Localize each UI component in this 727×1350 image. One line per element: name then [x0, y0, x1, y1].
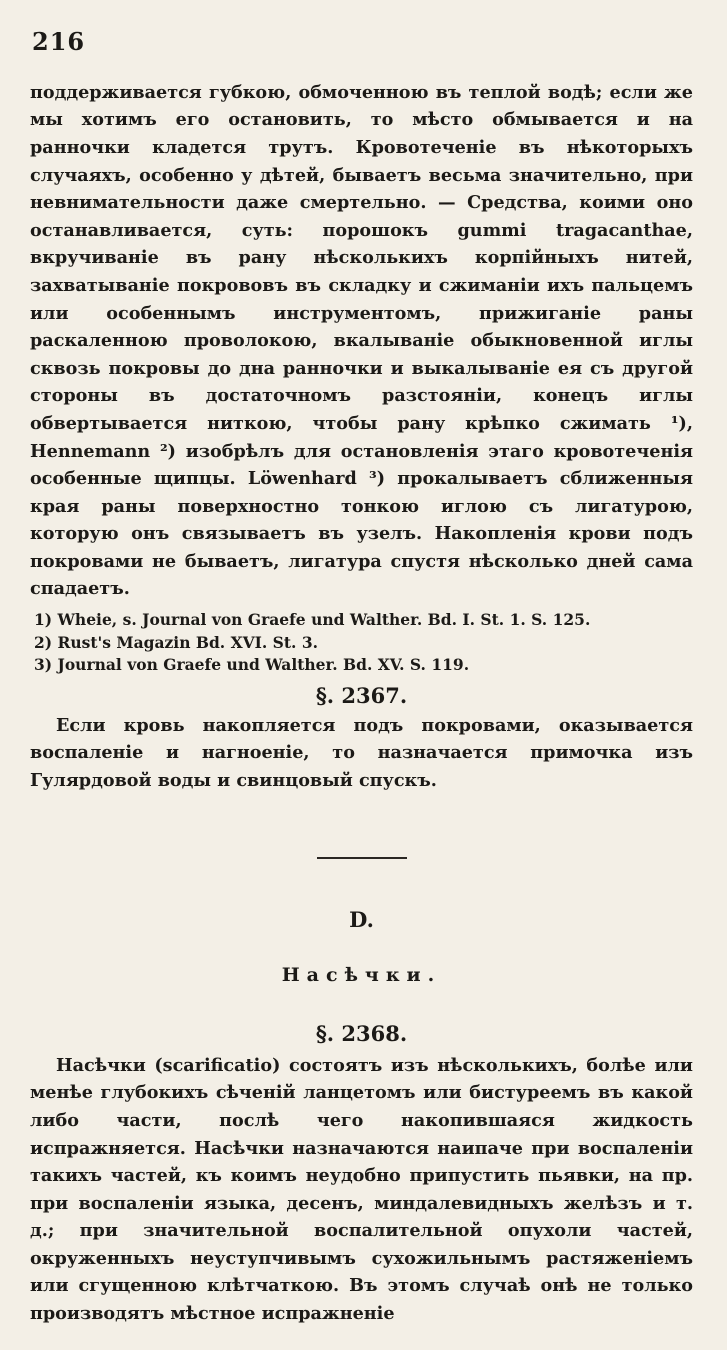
- footnotes: [30, 609, 693, 677]
- section-number-2368: §. 2368.: [315, 1020, 408, 1046]
- footnote-1: 1) Wheie, s. Journal von Graefe und Walther. Bd. I. St. 1. S. 125.: [34, 610, 591, 630]
- footnote-2: 2) Rust's Magazin Bd. XVI. St. 3.: [34, 632, 319, 652]
- paragraph-blood-accumulation: Если кровь накопляется подъ покровами, оказывается воспаленіе и нагноеніе, то назначается примочка изъ Гулярдовой воды и свинцовый спускъ.: [30, 714, 693, 791]
- footnote-3: 3) Journal von Graefe und Walther. Bd. XV. S. 119.: [34, 655, 470, 675]
- paragraph-bleeding-treatment: поддерживается губкою, обмоченною въ теплой водѣ; если же мы хотимъ его остановить, то мѣсто обмывается и на ранночки кладется трутъ. Кровотеченіе въ нѣкоторыхъ случаяхъ, особенно у дѣтей, бываетъ весьма значительно, при невнимательности даже смертельно. — Средства, коими оно останавливается, суть: порошокъ gummi tragacanthae, вкручиваніе въ рану нѣсколькихъ корпійныхъ нитей, захватываніе покрововъ въ складку и сжиманіи ихъ пальцемъ или особеннымъ инструментомъ, прижиганіе раны раскаленною проволокою, вкалываніе обыкновенной иглы сквозь покровы до дна ранночки и выкалываніе ея съ другой стороны въ достаточномъ разстояніи, конецъ иглы обвертывается ниткою, чтобы рану крѣпко сжимать ¹), Hennemann ²) изобрѣлъ для остановленія этаго кровотеченія особенные щипцы. Löwenhard ³) прокалываетъ сближенныя края раны поверхностно тонкою иглою съ лигатурою, которую онъ связываетъ въ узелъ. Накопленія крови подъ покровами не бываетъ, лигатура спустя нѣсколько дней сама спадаетъ.: [30, 81, 693, 600]
- section-number-2367: §. 2367.: [315, 682, 408, 708]
- chapter-heading: Насѣчки.: [281, 963, 442, 986]
- page-number: 216: [32, 27, 86, 56]
- paragraph-scarification: Насѣчки (scarificatio) состоятъ изъ нѣсколькихъ, болѣе или менѣе глубокихъ сѣченій ланцетомъ или бистуреемъ въ какой либо части, послѣ чего накопившаяся жидкость испражняется. Насѣчки назначаются наипаче при воспаленіи такихъ частей, къ коимъ неудобно припустить пьявки, на пр. при воспаленіи языка, десенъ, миндалевидныхъ желѣзъ и т. д.; при значительной воспалительной опухоли частей, окруженныхъ неуступчивымъ сухожильнымъ растяженіемъ или сгущенною клѣтчаткою. Въ этомъ случаѣ онѣ не только производятъ мѣстное испражненіе: [30, 1054, 693, 1325]
- part-letter-heading: D.: [349, 906, 374, 932]
- section-divider: [317, 857, 407, 859]
